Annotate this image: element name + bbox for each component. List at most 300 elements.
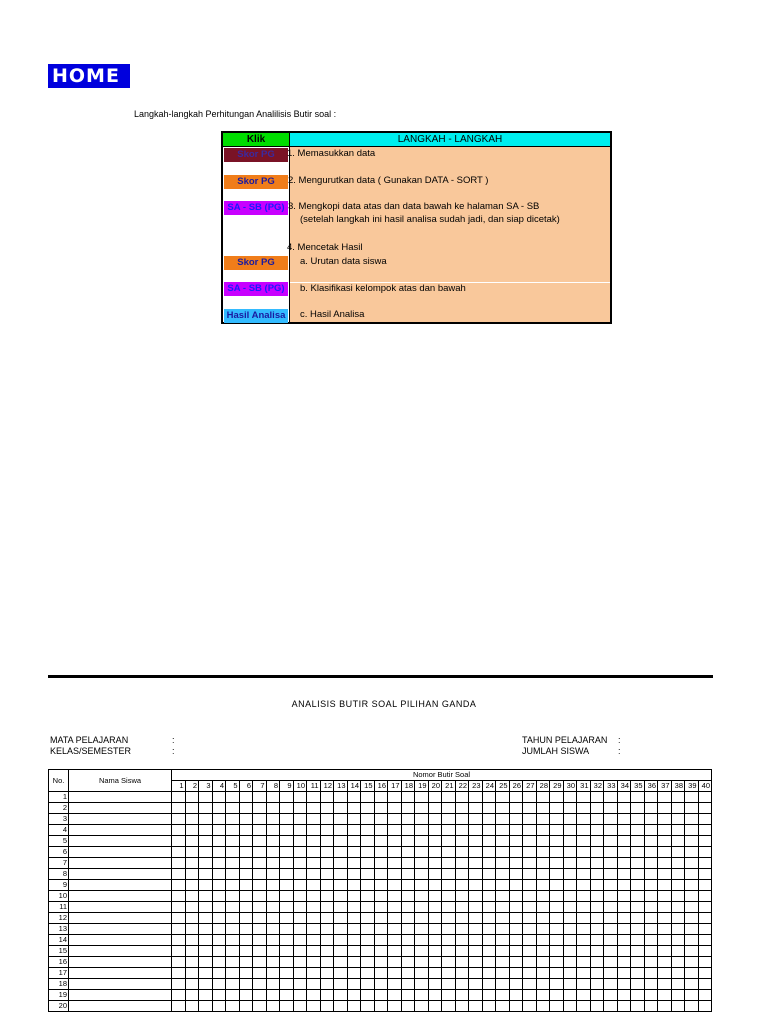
answer-cell[interactable] (280, 880, 294, 891)
answer-cell[interactable] (361, 792, 375, 803)
answer-cell[interactable] (550, 913, 564, 924)
answer-cell[interactable] (212, 814, 226, 825)
answer-cell[interactable] (685, 957, 699, 968)
answer-cell[interactable] (536, 858, 550, 869)
answer-cell[interactable] (550, 880, 564, 891)
answer-cell[interactable] (401, 902, 415, 913)
answer-cell[interactable] (685, 825, 699, 836)
answer-cell[interactable] (509, 847, 523, 858)
answer-cell[interactable] (172, 979, 186, 990)
answer-cell[interactable] (266, 858, 280, 869)
answer-cell[interactable] (509, 880, 523, 891)
answer-cell[interactable] (536, 979, 550, 990)
answer-cell[interactable] (617, 946, 631, 957)
answer-cell[interactable] (455, 935, 469, 946)
answer-cell[interactable] (590, 880, 604, 891)
answer-cell[interactable] (307, 792, 321, 803)
answer-cell[interactable] (172, 957, 186, 968)
answer-cell[interactable] (266, 803, 280, 814)
skor-pg-button-1[interactable]: Skor PG (224, 148, 288, 162)
answer-cell[interactable] (388, 803, 402, 814)
answer-cell[interactable] (698, 924, 712, 935)
answer-cell[interactable] (199, 913, 213, 924)
answer-cell[interactable] (280, 836, 294, 847)
answer-cell[interactable] (685, 913, 699, 924)
answer-cell[interactable] (698, 836, 712, 847)
answer-cell[interactable] (563, 935, 577, 946)
answer-cell[interactable] (293, 891, 307, 902)
answer-cell[interactable] (199, 1001, 213, 1012)
answer-cell[interactable] (226, 880, 240, 891)
answer-cell[interactable] (577, 1001, 591, 1012)
answer-cell[interactable] (496, 880, 510, 891)
answer-cell[interactable] (172, 891, 186, 902)
answer-cell[interactable] (307, 946, 321, 957)
answer-cell[interactable] (226, 968, 240, 979)
answer-cell[interactable] (320, 924, 334, 935)
answer-cell[interactable] (415, 803, 429, 814)
answer-cell[interactable] (469, 836, 483, 847)
answer-cell[interactable] (280, 869, 294, 880)
answer-cell[interactable] (428, 880, 442, 891)
answer-cell[interactable] (698, 957, 712, 968)
answer-cell[interactable] (253, 803, 267, 814)
answer-cell[interactable] (388, 902, 402, 913)
answer-cell[interactable] (604, 1001, 618, 1012)
answer-cell[interactable] (496, 946, 510, 957)
answer-cell[interactable] (239, 979, 253, 990)
answer-cell[interactable] (307, 891, 321, 902)
answer-cell[interactable] (496, 957, 510, 968)
answer-cell[interactable] (563, 803, 577, 814)
answer-cell[interactable] (631, 891, 645, 902)
answer-cell[interactable] (469, 880, 483, 891)
answer-cell[interactable] (239, 1001, 253, 1012)
answer-cell[interactable] (509, 858, 523, 869)
answer-cell[interactable] (442, 990, 456, 1001)
answer-cell[interactable] (172, 935, 186, 946)
answer-cell[interactable] (482, 979, 496, 990)
answer-cell[interactable] (658, 957, 672, 968)
answer-cell[interactable] (361, 880, 375, 891)
answer-cell[interactable] (644, 924, 658, 935)
answer-cell[interactable] (239, 836, 253, 847)
answer-cell[interactable] (550, 935, 564, 946)
answer-cell[interactable] (307, 847, 321, 858)
answer-cell[interactable] (496, 1001, 510, 1012)
answer-cell[interactable] (347, 1001, 361, 1012)
answer-cell[interactable] (631, 902, 645, 913)
answer-cell[interactable] (239, 869, 253, 880)
answer-cell[interactable] (604, 803, 618, 814)
answer-cell[interactable] (401, 792, 415, 803)
answer-cell[interactable] (253, 902, 267, 913)
answer-cell[interactable] (550, 869, 564, 880)
answer-cell[interactable] (536, 935, 550, 946)
answer-cell[interactable] (617, 814, 631, 825)
answer-cell[interactable] (293, 803, 307, 814)
answer-cell[interactable] (442, 803, 456, 814)
answer-cell[interactable] (685, 935, 699, 946)
answer-cell[interactable] (644, 913, 658, 924)
answer-cell[interactable] (496, 891, 510, 902)
answer-cell[interactable] (293, 990, 307, 1001)
answer-cell[interactable] (334, 825, 348, 836)
answer-cell[interactable] (698, 880, 712, 891)
answer-cell[interactable] (347, 913, 361, 924)
answer-cell[interactable] (334, 935, 348, 946)
answer-cell[interactable] (631, 858, 645, 869)
answer-cell[interactable] (428, 913, 442, 924)
answer-cell[interactable] (388, 792, 402, 803)
answer-cell[interactable] (415, 891, 429, 902)
answer-cell[interactable] (509, 990, 523, 1001)
answer-cell[interactable] (334, 847, 348, 858)
answer-cell[interactable] (266, 847, 280, 858)
answer-cell[interactable] (631, 847, 645, 858)
answer-cell[interactable] (671, 924, 685, 935)
answer-cell[interactable] (442, 902, 456, 913)
answer-cell[interactable] (415, 946, 429, 957)
answer-cell[interactable] (644, 957, 658, 968)
answer-cell[interactable] (388, 1001, 402, 1012)
answer-cell[interactable] (320, 913, 334, 924)
answer-cell[interactable] (658, 902, 672, 913)
answer-cell[interactable] (523, 957, 537, 968)
answer-cell[interactable] (590, 836, 604, 847)
answer-cell[interactable] (604, 913, 618, 924)
answer-cell[interactable] (172, 825, 186, 836)
answer-cell[interactable] (239, 968, 253, 979)
answer-cell[interactable] (266, 891, 280, 902)
skor-pg-button-2[interactable]: Skor PG (224, 175, 288, 189)
answer-cell[interactable] (428, 979, 442, 990)
answer-cell[interactable] (496, 913, 510, 924)
answer-cell[interactable] (550, 891, 564, 902)
answer-cell[interactable] (644, 814, 658, 825)
answer-cell[interactable] (604, 891, 618, 902)
student-name-cell[interactable] (69, 946, 172, 957)
answer-cell[interactable] (523, 935, 537, 946)
answer-cell[interactable] (347, 803, 361, 814)
answer-cell[interactable] (428, 836, 442, 847)
answer-cell[interactable] (320, 902, 334, 913)
student-name-cell[interactable] (69, 803, 172, 814)
answer-cell[interactable] (334, 836, 348, 847)
answer-cell[interactable] (442, 814, 456, 825)
answer-cell[interactable] (401, 979, 415, 990)
answer-cell[interactable] (266, 935, 280, 946)
answer-cell[interactable] (658, 869, 672, 880)
answer-cell[interactable] (428, 968, 442, 979)
answer-cell[interactable] (253, 990, 267, 1001)
student-name-cell[interactable] (69, 979, 172, 990)
answer-cell[interactable] (415, 869, 429, 880)
answer-cell[interactable] (523, 1001, 537, 1012)
answer-cell[interactable] (644, 825, 658, 836)
answer-cell[interactable] (644, 979, 658, 990)
answer-cell[interactable] (374, 847, 388, 858)
answer-cell[interactable] (658, 990, 672, 1001)
answer-cell[interactable] (415, 957, 429, 968)
answer-cell[interactable] (482, 935, 496, 946)
answer-cell[interactable] (442, 792, 456, 803)
answer-cell[interactable] (617, 935, 631, 946)
answer-cell[interactable] (212, 869, 226, 880)
answer-cell[interactable] (280, 968, 294, 979)
answer-cell[interactable] (563, 924, 577, 935)
answer-cell[interactable] (320, 858, 334, 869)
answer-cell[interactable] (590, 803, 604, 814)
answer-cell[interactable] (631, 935, 645, 946)
answer-cell[interactable] (253, 1001, 267, 1012)
answer-cell[interactable] (442, 924, 456, 935)
answer-cell[interactable] (482, 913, 496, 924)
answer-cell[interactable] (631, 869, 645, 880)
answer-cell[interactable] (631, 825, 645, 836)
answer-cell[interactable] (185, 968, 199, 979)
answer-cell[interactable] (401, 990, 415, 1001)
answer-cell[interactable] (212, 858, 226, 869)
answer-cell[interactable] (442, 880, 456, 891)
answer-cell[interactable] (347, 836, 361, 847)
answer-cell[interactable] (563, 979, 577, 990)
answer-cell[interactable] (334, 979, 348, 990)
answer-cell[interactable] (482, 836, 496, 847)
answer-cell[interactable] (401, 924, 415, 935)
answer-cell[interactable] (415, 836, 429, 847)
answer-cell[interactable] (212, 847, 226, 858)
answer-cell[interactable] (536, 902, 550, 913)
answer-cell[interactable] (253, 968, 267, 979)
answer-cell[interactable] (590, 968, 604, 979)
answer-cell[interactable] (253, 891, 267, 902)
answer-cell[interactable] (361, 836, 375, 847)
answer-cell[interactable] (698, 847, 712, 858)
answer-cell[interactable] (455, 946, 469, 957)
answer-cell[interactable] (266, 1001, 280, 1012)
answer-cell[interactable] (617, 957, 631, 968)
answer-cell[interactable] (442, 968, 456, 979)
answer-cell[interactable] (185, 814, 199, 825)
answer-cell[interactable] (185, 1001, 199, 1012)
answer-cell[interactable] (482, 814, 496, 825)
answer-cell[interactable] (644, 792, 658, 803)
answer-cell[interactable] (428, 990, 442, 1001)
answer-cell[interactable] (334, 990, 348, 1001)
answer-cell[interactable] (523, 869, 537, 880)
answer-cell[interactable] (428, 792, 442, 803)
answer-cell[interactable] (631, 968, 645, 979)
student-name-cell[interactable] (69, 957, 172, 968)
sa-sb-pg-button-1[interactable]: SA - SB (PG) (224, 201, 288, 215)
answer-cell[interactable] (226, 814, 240, 825)
answer-cell[interactable] (671, 968, 685, 979)
answer-cell[interactable] (428, 814, 442, 825)
answer-cell[interactable] (320, 968, 334, 979)
answer-cell[interactable] (523, 968, 537, 979)
answer-cell[interactable] (320, 979, 334, 990)
answer-cell[interactable] (361, 935, 375, 946)
answer-cell[interactable] (671, 836, 685, 847)
answer-cell[interactable] (374, 825, 388, 836)
answer-cell[interactable] (320, 803, 334, 814)
answer-cell[interactable] (199, 990, 213, 1001)
answer-cell[interactable] (550, 836, 564, 847)
answer-cell[interactable] (482, 902, 496, 913)
answer-cell[interactable] (428, 869, 442, 880)
answer-cell[interactable] (685, 990, 699, 1001)
answer-cell[interactable] (226, 825, 240, 836)
answer-cell[interactable] (604, 957, 618, 968)
answer-cell[interactable] (253, 825, 267, 836)
answer-cell[interactable] (239, 792, 253, 803)
answer-cell[interactable] (671, 869, 685, 880)
answer-cell[interactable] (334, 803, 348, 814)
answer-cell[interactable] (644, 1001, 658, 1012)
answer-cell[interactable] (469, 891, 483, 902)
answer-cell[interactable] (185, 924, 199, 935)
answer-cell[interactable] (536, 836, 550, 847)
answer-cell[interactable] (199, 979, 213, 990)
answer-cell[interactable] (469, 946, 483, 957)
answer-cell[interactable] (698, 792, 712, 803)
answer-cell[interactable] (212, 990, 226, 1001)
answer-cell[interactable] (590, 924, 604, 935)
answer-cell[interactable] (388, 990, 402, 1001)
answer-cell[interactable] (199, 803, 213, 814)
answer-cell[interactable] (253, 814, 267, 825)
answer-cell[interactable] (563, 825, 577, 836)
answer-cell[interactable] (361, 924, 375, 935)
answer-cell[interactable] (253, 924, 267, 935)
answer-cell[interactable] (428, 825, 442, 836)
answer-cell[interactable] (631, 803, 645, 814)
answer-cell[interactable] (698, 803, 712, 814)
answer-cell[interactable] (293, 814, 307, 825)
answer-cell[interactable] (577, 902, 591, 913)
answer-cell[interactable] (374, 979, 388, 990)
answer-cell[interactable] (496, 869, 510, 880)
answer-cell[interactable] (293, 836, 307, 847)
answer-cell[interactable] (374, 891, 388, 902)
answer-cell[interactable] (509, 825, 523, 836)
answer-cell[interactable] (428, 935, 442, 946)
answer-cell[interactable] (185, 979, 199, 990)
answer-cell[interactable] (415, 880, 429, 891)
answer-cell[interactable] (226, 957, 240, 968)
answer-cell[interactable] (239, 957, 253, 968)
answer-cell[interactable] (226, 891, 240, 902)
answer-cell[interactable] (563, 858, 577, 869)
answer-cell[interactable] (631, 1001, 645, 1012)
answer-cell[interactable] (239, 814, 253, 825)
answer-cell[interactable] (347, 880, 361, 891)
answer-cell[interactable] (563, 814, 577, 825)
answer-cell[interactable] (550, 924, 564, 935)
answer-cell[interactable] (280, 946, 294, 957)
answer-cell[interactable] (266, 814, 280, 825)
answer-cell[interactable] (347, 990, 361, 1001)
answer-cell[interactable] (590, 792, 604, 803)
answer-cell[interactable] (685, 902, 699, 913)
answer-cell[interactable] (563, 902, 577, 913)
answer-cell[interactable] (172, 990, 186, 1001)
answer-cell[interactable] (428, 891, 442, 902)
answer-cell[interactable] (266, 913, 280, 924)
answer-cell[interactable] (455, 979, 469, 990)
answer-cell[interactable] (455, 880, 469, 891)
answer-cell[interactable] (577, 990, 591, 1001)
answer-cell[interactable] (401, 825, 415, 836)
answer-cell[interactable] (590, 913, 604, 924)
answer-cell[interactable] (428, 902, 442, 913)
answer-cell[interactable] (320, 891, 334, 902)
answer-cell[interactable] (253, 913, 267, 924)
answer-cell[interactable] (644, 946, 658, 957)
answer-cell[interactable] (280, 935, 294, 946)
answer-cell[interactable] (604, 990, 618, 1001)
answer-cell[interactable] (226, 869, 240, 880)
answer-cell[interactable] (212, 792, 226, 803)
answer-cell[interactable] (604, 902, 618, 913)
answer-cell[interactable] (428, 803, 442, 814)
answer-cell[interactable] (685, 880, 699, 891)
answer-cell[interactable] (442, 847, 456, 858)
skor-pg-button-3[interactable]: Skor PG (224, 256, 288, 270)
answer-cell[interactable] (523, 814, 537, 825)
answer-cell[interactable] (374, 836, 388, 847)
answer-cell[interactable] (577, 880, 591, 891)
answer-cell[interactable] (536, 990, 550, 1001)
answer-cell[interactable] (415, 814, 429, 825)
answer-cell[interactable] (685, 803, 699, 814)
answer-cell[interactable] (361, 979, 375, 990)
answer-cell[interactable] (631, 792, 645, 803)
answer-cell[interactable] (482, 847, 496, 858)
answer-cell[interactable] (172, 792, 186, 803)
answer-cell[interactable] (239, 902, 253, 913)
answer-cell[interactable] (685, 836, 699, 847)
answer-cell[interactable] (685, 869, 699, 880)
answer-cell[interactable] (563, 1001, 577, 1012)
answer-cell[interactable] (604, 814, 618, 825)
answer-cell[interactable] (658, 880, 672, 891)
answer-cell[interactable] (415, 968, 429, 979)
answer-cell[interactable] (698, 979, 712, 990)
answer-cell[interactable] (604, 946, 618, 957)
answer-cell[interactable] (523, 902, 537, 913)
answer-cell[interactable] (671, 825, 685, 836)
answer-cell[interactable] (428, 847, 442, 858)
answer-cell[interactable] (698, 902, 712, 913)
answer-cell[interactable] (469, 792, 483, 803)
answer-cell[interactable] (509, 1001, 523, 1012)
answer-cell[interactable] (671, 935, 685, 946)
answer-cell[interactable] (388, 814, 402, 825)
answer-cell[interactable] (496, 990, 510, 1001)
answer-cell[interactable] (415, 913, 429, 924)
answer-cell[interactable] (685, 968, 699, 979)
answer-cell[interactable] (577, 836, 591, 847)
answer-cell[interactable] (428, 946, 442, 957)
answer-cell[interactable] (509, 935, 523, 946)
answer-cell[interactable] (415, 902, 429, 913)
answer-cell[interactable] (509, 814, 523, 825)
answer-cell[interactable] (374, 935, 388, 946)
answer-cell[interactable] (658, 924, 672, 935)
answer-cell[interactable] (685, 847, 699, 858)
